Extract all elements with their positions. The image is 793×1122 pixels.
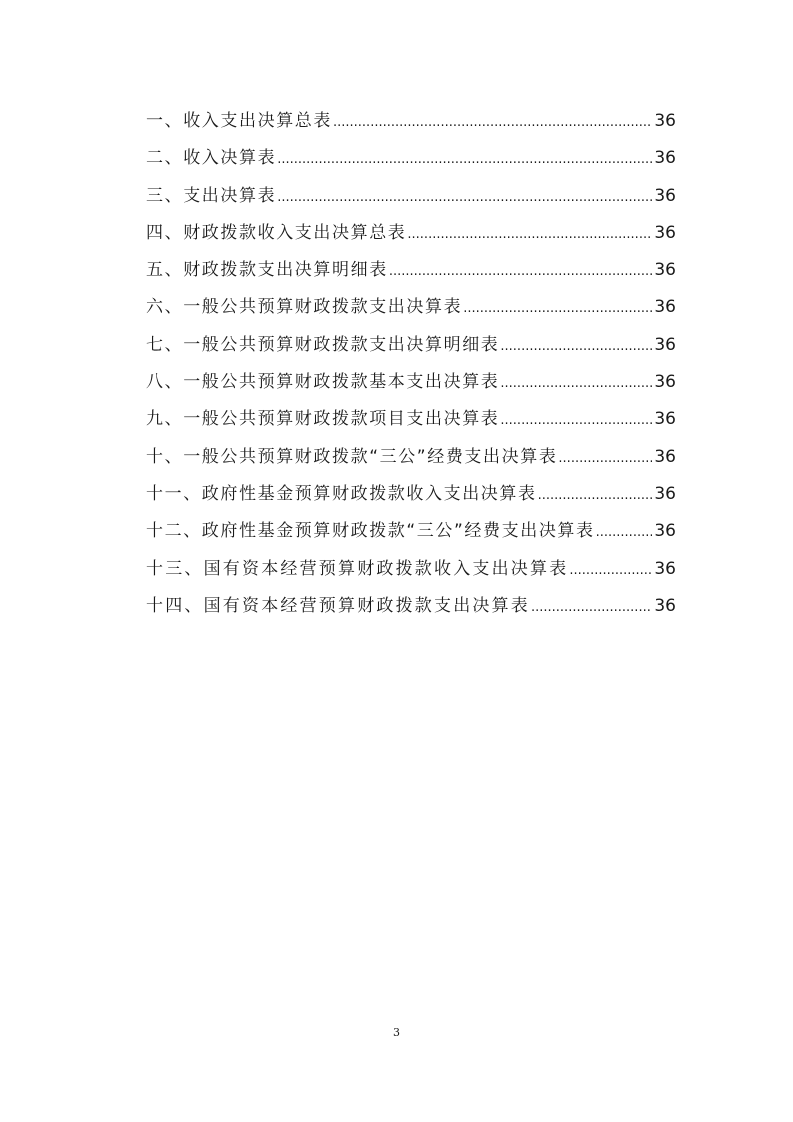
toc-entry-14[interactable] <box>146 588 676 625</box>
table-of-contents <box>146 103 676 625</box>
toc-entry-title: 五、财政拨款支出决算明细表 <box>146 260 388 281</box>
toc-entry-page: 36 <box>654 334 676 355</box>
toc-entry-11[interactable] <box>146 476 676 513</box>
page-number: 3 <box>393 1026 400 1039</box>
toc-leader-dots <box>538 477 653 514</box>
toc-entry-page: 36 <box>654 260 676 281</box>
toc-entry-title: 十二、政府性基金预算财政拨款“三公”经费支出决算表 <box>146 521 595 542</box>
toc-leader-dots <box>277 141 652 178</box>
toc-entry-5[interactable] <box>146 252 676 289</box>
toc-entry-8[interactable] <box>146 364 676 401</box>
toc-entry-3[interactable] <box>146 178 676 215</box>
toc-entry-title: 十一、政府性基金预算财政拨款收入支出决算表 <box>146 483 537 504</box>
toc-leader-dots <box>596 514 653 551</box>
toc-entry-12[interactable] <box>146 513 676 550</box>
toc-entry-page: 36 <box>654 483 676 504</box>
toc-entry-7[interactable] <box>146 327 676 364</box>
toc-leader-dots <box>463 290 652 327</box>
toc-leader-dots <box>531 589 652 626</box>
toc-entry-title: 二、收入决算表 <box>146 148 277 169</box>
toc-entry-page: 36 <box>654 558 676 579</box>
toc-leader-dots <box>389 253 653 290</box>
toc-entry-title: 九、一般公共预算财政拨款项目支出决算表 <box>146 409 500 430</box>
toc-entry-title: 十、一般公共预算财政拨款“三公”经费支出决算表 <box>146 446 558 467</box>
toc-entry-page: 36 <box>654 409 676 430</box>
toc-entry-1[interactable] <box>146 103 676 140</box>
toc-entry-title: 三、支出决算表 <box>146 185 277 206</box>
toc-leader-dots <box>500 328 652 365</box>
toc-entry-title: 一、收入支出决算总表 <box>146 111 332 131</box>
toc-entry-page: 36 <box>654 185 676 206</box>
toc-leader-dots <box>500 365 652 402</box>
toc-entry-page: 36 <box>654 148 676 169</box>
toc-entry-4[interactable] <box>146 215 676 252</box>
toc-entry-title: 七、一般公共预算财政拨款支出决算明细表 <box>146 334 500 355</box>
toc-leader-dots <box>333 104 652 141</box>
toc-entry-title: 四、财政拨款收入支出决算总表 <box>146 222 407 243</box>
toc-leader-dots <box>500 402 652 439</box>
toc-entry-page: 36 <box>654 222 676 243</box>
toc-entry-page: 36 <box>654 297 676 318</box>
toc-entry-6[interactable] <box>146 289 676 326</box>
toc-entry-2[interactable] <box>146 140 676 177</box>
toc-leader-dots <box>407 216 652 253</box>
toc-entry-10[interactable] <box>146 439 676 476</box>
toc-entry-title: 六、一般公共预算财政拨款支出决算表 <box>146 297 463 318</box>
toc-entry-page: 36 <box>654 521 676 542</box>
toc-entry-page: 36 <box>654 595 676 616</box>
toc-leader-dots <box>569 552 652 589</box>
toc-entry-title: 八、一般公共预算财政拨款基本支出决算表 <box>146 372 500 393</box>
toc-entry-9[interactable] <box>146 401 676 438</box>
toc-entry-title: 十三、国有资本经营预算财政拨款收入支出决算表 <box>146 558 569 579</box>
toc-entry-13[interactable] <box>146 551 676 588</box>
toc-leader-dots <box>277 179 652 216</box>
toc-entry-page: 36 <box>654 372 676 393</box>
toc-entry-page: 36 <box>654 111 676 131</box>
toc-leader-dots <box>558 440 652 477</box>
toc-entry-title: 十四、国有资本经营预算财政拨款支出决算表 <box>146 595 530 616</box>
toc-entry-page: 36 <box>654 446 676 467</box>
